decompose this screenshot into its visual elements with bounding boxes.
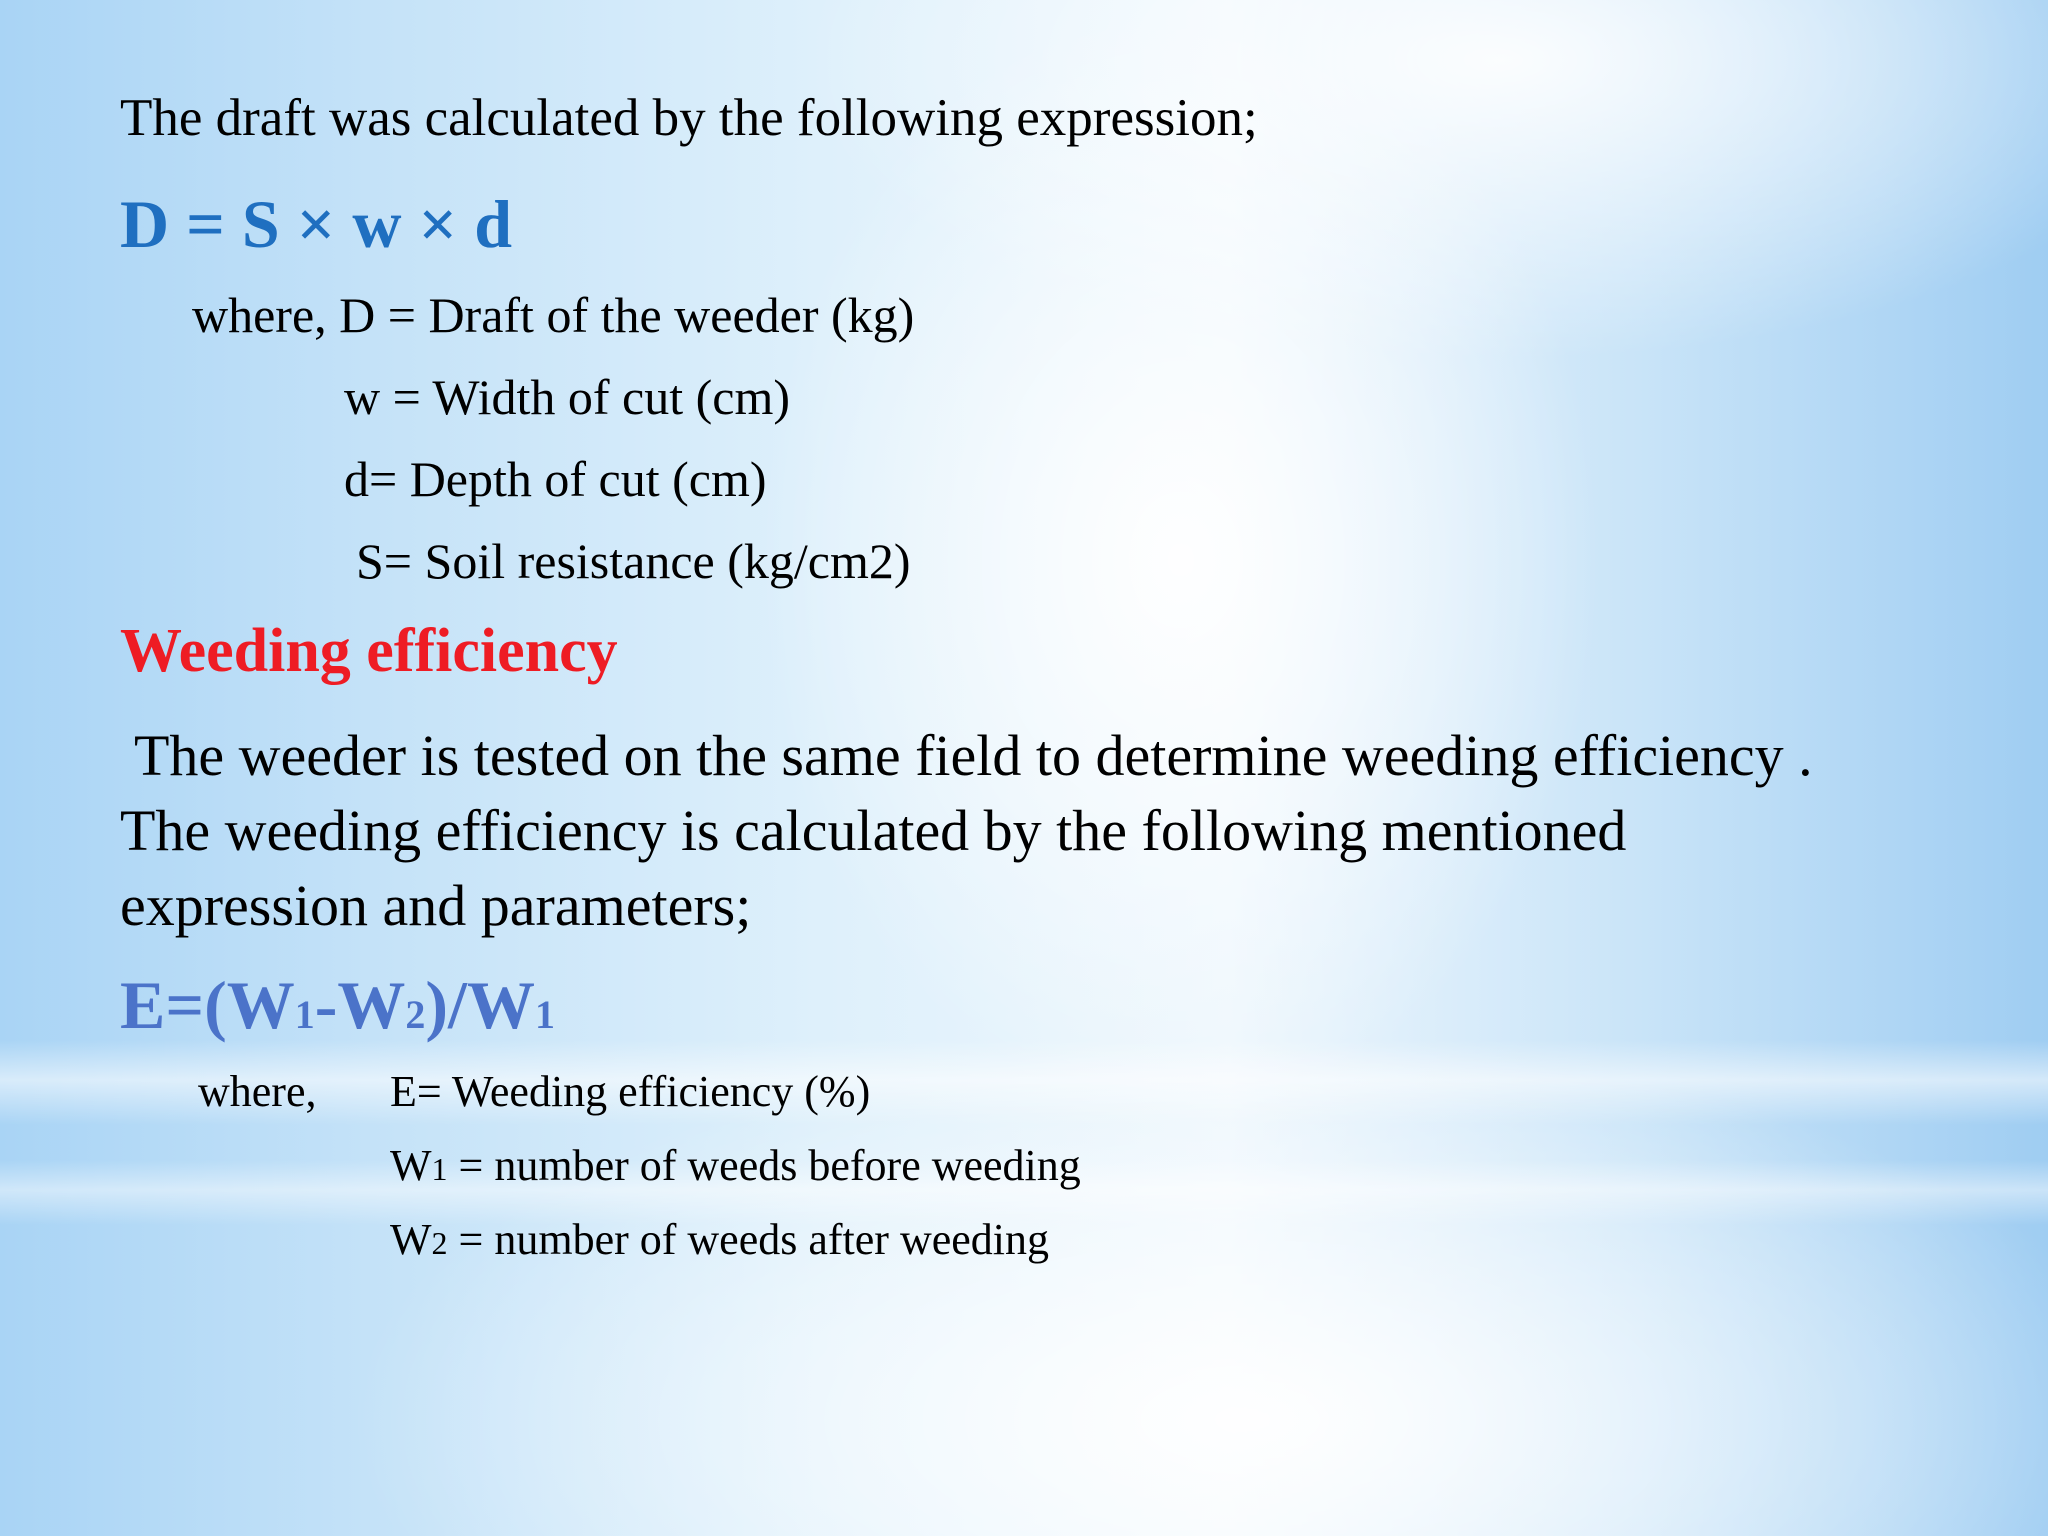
definition-draft: where, D = Draft of the weeder (kg): [192, 287, 915, 343]
w1-subscript: 1: [431, 1151, 448, 1187]
efficiency-formula-sub-3: 1: [534, 992, 555, 1037]
efficiency-formula-sub-1: 1: [294, 992, 315, 1037]
w2-subscript: 2: [431, 1225, 448, 1261]
definition-efficiency: E= Weeding efficiency (%): [390, 1067, 871, 1116]
efficiency-where-label: where,: [198, 1067, 317, 1116]
w2-text: = number of weeds after weeding: [447, 1215, 1050, 1264]
paragraph-line-2: The weeding efficiency is calculated by the following mentioned: [120, 798, 1627, 863]
definition-weeds-after: [390, 1214, 1049, 1265]
efficiency-formula-sub-2: 2: [405, 992, 426, 1037]
description-paragraph: [120, 718, 2010, 943]
w2-symbol: W: [390, 1215, 432, 1264]
efficiency-formula-part-3: )/W: [425, 967, 535, 1043]
definition-width: w = Width of cut (cm): [344, 369, 790, 425]
definition-soil-resistance: S= Soil resistance (kg/cm2): [356, 533, 911, 589]
w1-symbol: W: [390, 1141, 432, 1190]
efficiency-formula-part-2: -W: [314, 967, 406, 1043]
definition-depth: d= Depth of cut (cm): [344, 451, 767, 507]
draft-formula: D = S × w × d: [120, 186, 513, 262]
efficiency-formula-part-1: E=(W: [120, 967, 295, 1043]
definition-weeds-before: [390, 1140, 1081, 1191]
w1-text: = number of weeds before weeding: [447, 1141, 1081, 1190]
efficiency-formula: [120, 966, 555, 1045]
intro-text: The draft was calculated by the following expression;: [120, 89, 1258, 147]
section-heading: Weeding efficiency: [120, 617, 618, 685]
paragraph-line-1: The weeder is tested on the same field to determine weeding efficiency .: [134, 723, 1813, 788]
paragraph-line-3: expression and parameters;: [120, 873, 752, 938]
